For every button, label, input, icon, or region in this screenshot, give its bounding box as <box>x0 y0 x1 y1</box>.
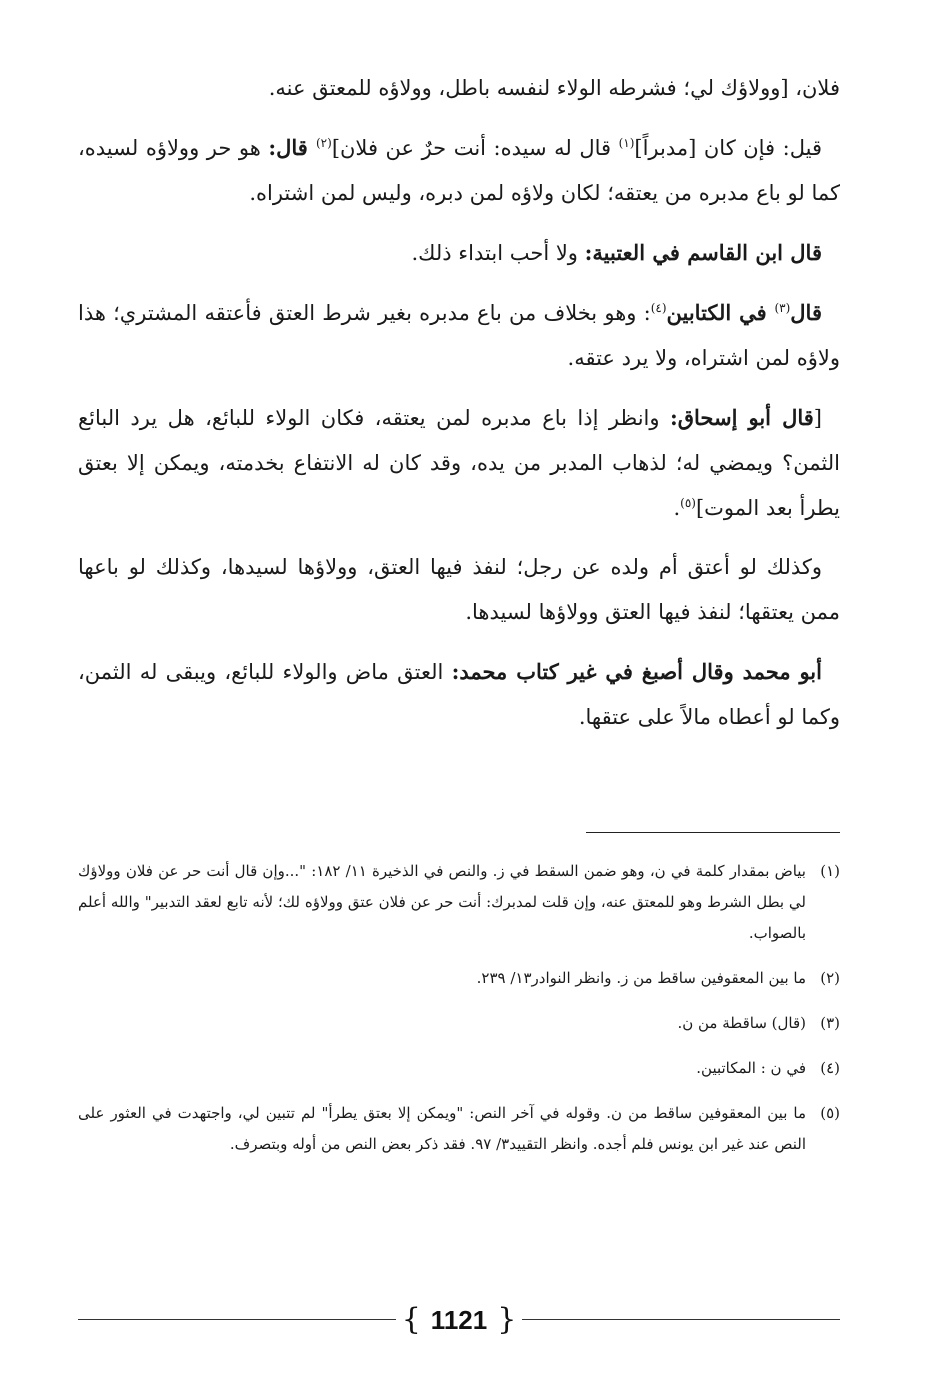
main-text <box>78 66 840 740</box>
paragraph-5 <box>78 395 840 531</box>
footnote-ref-1: (١) <box>618 136 635 150</box>
paragraph-6 <box>78 545 840 635</box>
paragraph-2 <box>78 125 840 216</box>
paragraph-1-text: فلان، [وولاؤك لي؛ فشرطه الولاء لنفسه باطل، وولاؤه للمعتق عنه. <box>268 76 840 100</box>
paragraph-7 <box>78 649 840 740</box>
footnote-4-text: في ن : المكاتبين. <box>696 1059 806 1077</box>
footnote-1 <box>78 856 840 949</box>
footnote-1-number: (١) <box>820 862 840 880</box>
footnote-ref-5: (٥) <box>680 496 696 510</box>
paragraph-1 <box>78 66 840 111</box>
footnote-2-text: ما بين المعقوفين ساقط من ز. وانظر النوادر١٣/ ٢٣٩. <box>476 969 806 987</box>
paragraph-7-bold: أبو محمد وقال أصبغ في غير كتاب محمد: <box>451 659 822 684</box>
paragraph-3-bold: قال ابن القاسم في العتبية: <box>584 240 822 265</box>
paragraph-2-text-a: قيل: فإن كان [مدبراً] <box>634 136 822 160</box>
page-number-text: 1121 <box>430 1305 488 1335</box>
footnote-2 <box>78 963 840 994</box>
footnote-5 <box>78 1098 840 1160</box>
footnote-3 <box>78 1008 840 1039</box>
paragraph-4-bold-b: في الكتابين <box>666 300 775 325</box>
footnote-4 <box>78 1053 840 1084</box>
paragraph-2-bold: قال: <box>268 135 316 160</box>
paragraph-5-text: وانظر إذا باع مدبره لمن يعتقه، فكان الولاء للبائع، هل يرد البائع الثمن؟ ويمضي له؛ لذهاب المدبر من يده، وقد كان له الانتفاع بخدمته، ويمكن إلا بعتق يطرأ بعد الموت] <box>78 406 840 520</box>
footnote-separator <box>586 832 840 833</box>
footnote-3-text: (قال) ساقطة من ن. <box>677 1014 806 1032</box>
footnote-4-number: (٤) <box>820 1059 840 1077</box>
footnotes <box>78 856 840 1174</box>
paragraph-5-end: . <box>673 496 681 520</box>
paragraph-5-open-bracket: [ <box>813 406 822 430</box>
footnote-3-number: (٣) <box>820 1014 840 1032</box>
footnote-ref-2: (٢) <box>315 136 332 150</box>
footnote-ref-4: (٤) <box>650 301 667 315</box>
page-footer <box>78 1300 840 1340</box>
paragraph-3 <box>78 230 840 276</box>
footnote-ref-3: (٣) <box>774 301 791 315</box>
footnote-5-text: ما بين المعقوفين ساقط من ن. وقوله في آخر النص: "ويمكن إلا بعتق يطرأ" لم تتبين لي، واجتهدت في العثور على النص عند غير ابن يونس فلم أجده. وانظر التقييد٣/ ٩٧. فقد ذكر بعض النص من أوله وبتصرف. <box>78 1104 806 1153</box>
footnote-2-number: (٢) <box>820 969 840 987</box>
footnote-1-text: بياض بمقدار كلمة في ن، وهو ضمن السقط في ز. والنص في الذخيرة ١١/ ١٨٢: "...وإن قال أنت حر عن فلان وولاؤك لي بطل الشرط وهو للمعتق عنه، وإن قلت لمدبرك: أنت حر عن فلان عتق وولاؤه لك؛ لأنه تابع لعقد التدبير" والله أعلم بالصواب. <box>78 862 806 942</box>
paragraph-7-text: العتق ماض والولاء للبائع، ويبقى له الثمن، وكما لو أعطاه مالاً على عتقها. <box>78 660 840 729</box>
paragraph-6-text: وكذلك لو أعتق أم ولده عن رجل؛ لنفذ فيها العتق، وولاؤها لسيدها، وكذلك لو باعها ممن يعتقها؛ لنفذ فيها العتق وولاؤها لسيدها. <box>78 555 840 624</box>
paragraph-2-text-b: قال له سيده: أنت حرٌ عن فلان] <box>331 136 619 160</box>
paragraph-5-bold: قال أبو إسحاق: <box>669 405 814 430</box>
footnote-5-number: (٥) <box>820 1104 840 1122</box>
page-number: { 1121 } <box>401 1302 517 1337</box>
paragraph-4-bold-a: قال <box>790 300 822 325</box>
paragraph-4-text: : وهو بخلاف من باع مدبره بغير شرط العتق فأعتقه المشتري؛ هذا ولاؤه لمن اشتراه، ولا يرد عتقه. <box>78 301 840 370</box>
paragraph-3-text: ولا أحب ابتداء ذلك. <box>411 241 585 265</box>
paragraph-4 <box>78 290 840 381</box>
paragraph-2-text-c: هو حر وولاؤه لسيده، كما لو باع مدبره من يعتقه؛ لكان ولاؤه لمن دبره، وليس لمن اشتراه. <box>78 136 840 205</box>
book-page <box>78 66 840 1366</box>
